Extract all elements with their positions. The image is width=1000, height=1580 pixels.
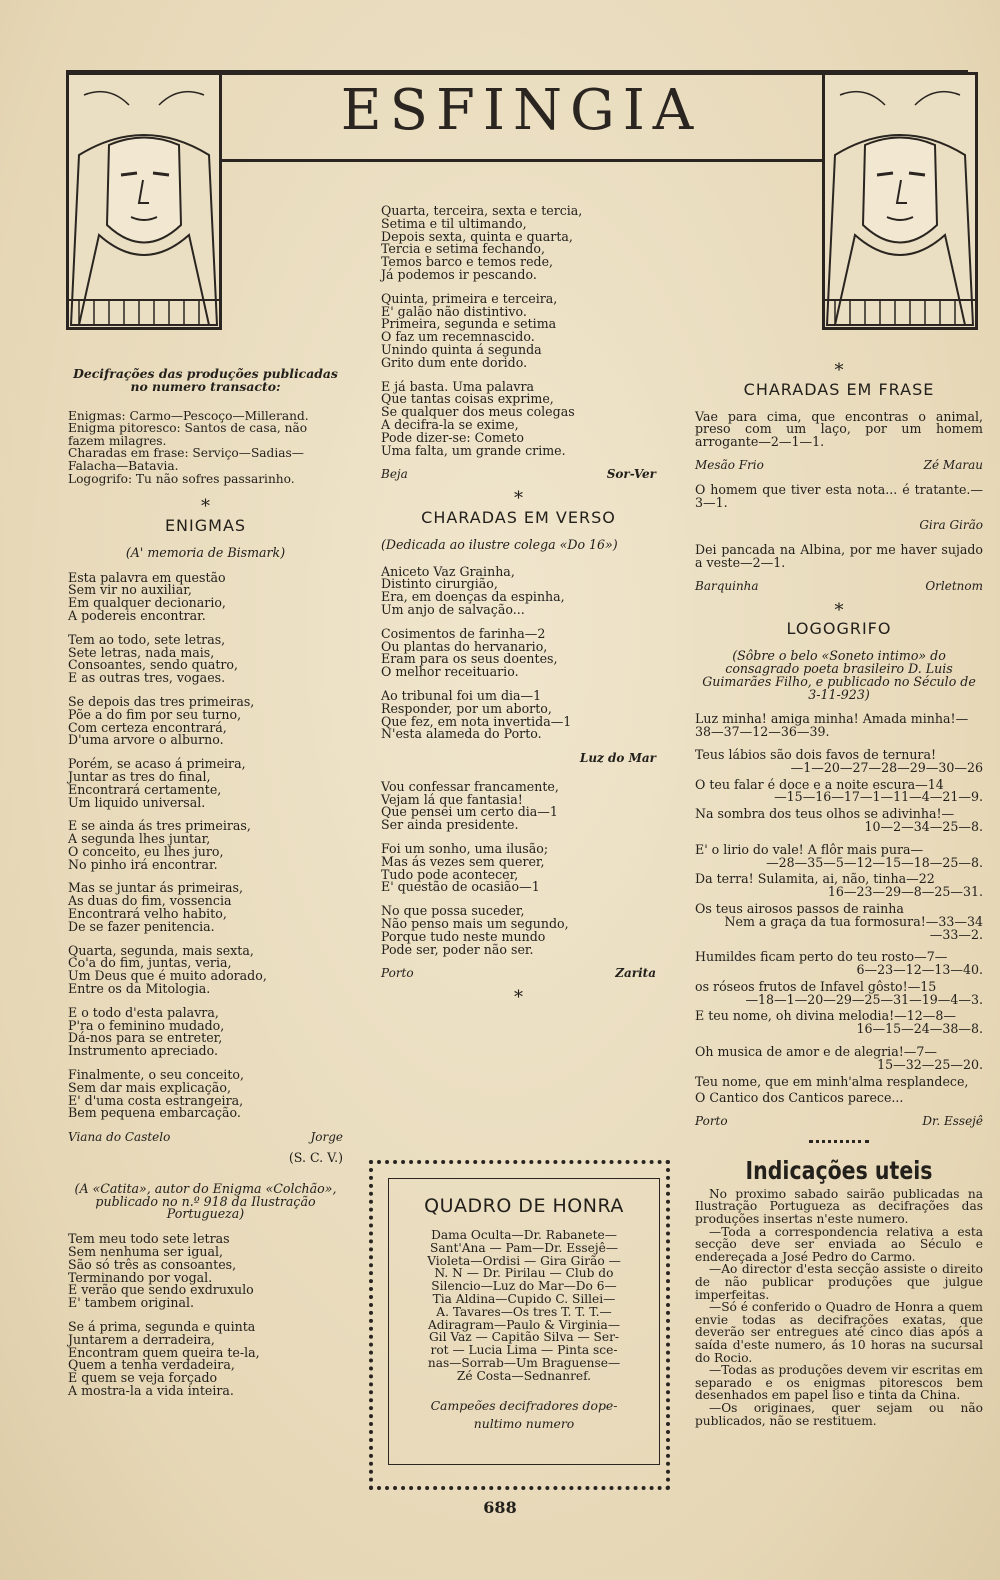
poem-line: Humildes ficam perto do teu rosto—7— xyxy=(695,949,948,965)
stanza xyxy=(68,569,343,623)
poem-line: Da terra! Sulamita, ai, não, tinha—22 xyxy=(695,871,935,887)
poem-line: E as outras tres, vogaes. xyxy=(68,670,226,686)
poem-line: O Cantico dos Canticos parece... xyxy=(695,1090,904,1106)
poem-line: No que possa suceder, xyxy=(381,903,525,919)
poem-line: O faz um recemnascido. xyxy=(381,329,535,345)
poem-line: De se fazer penitencia. xyxy=(68,918,215,934)
stanza xyxy=(381,843,656,894)
poem-line: Juntar as tres do final, xyxy=(68,768,211,784)
poem-line: Juntarem a derradeira, xyxy=(68,1331,215,1347)
logogrifo-verse xyxy=(695,1010,983,1036)
logogrifo-verse xyxy=(695,746,983,775)
poem-line: Um Deus que é muito adorado, xyxy=(68,968,267,984)
poem-line: Eram para os seus doentes, xyxy=(381,651,558,667)
poem-line: Sem vir no auxiliar, xyxy=(68,582,192,598)
left-column xyxy=(68,368,343,1409)
poem-line: Dá-nos para se entreter, xyxy=(68,1030,223,1046)
poem-line: A segunda lhes juntar, xyxy=(68,831,211,847)
quadro-line: Dama Oculta—Dr. Rabanete— xyxy=(431,1228,617,1242)
poem-line: E' tambem original. xyxy=(68,1295,194,1311)
poem-line: Encontrará velho habito, xyxy=(68,906,227,922)
stanza xyxy=(68,631,343,686)
indicacao-paragraph: —Ao director d'esta secção assiste o direito de não publicar produções que julgue imperfeitas. xyxy=(695,1262,983,1302)
indicacoes-heading: Indicações uteis xyxy=(745,1156,933,1186)
stanza xyxy=(381,563,656,617)
poem-line: Encontrará certamente, xyxy=(68,781,222,797)
verso2-signature: Porto Zarita xyxy=(381,966,656,981)
poem-line: Um liquido universal. xyxy=(68,794,206,810)
poem-line: Os teus airosos passos de rainha xyxy=(695,900,904,916)
poem-line: Ser ainda presidente. xyxy=(381,817,519,833)
enigmas-heading: ENIGMAS xyxy=(164,515,247,535)
logogrifo-verse xyxy=(695,1046,983,1072)
poem-line: Pode dizer-se: Cometo xyxy=(381,429,524,445)
poem-line: os róseos frutos de Infavel gôsto!—15 xyxy=(695,978,937,994)
poem-line: Que tantas coisas exprime, xyxy=(381,391,554,407)
frase1-signature: Mesão Frio Zé Marau xyxy=(695,457,983,472)
poem-line: Temos barco e temos rede, xyxy=(381,254,554,270)
poem-line: O teu falar é doce e a noite escura—14 xyxy=(695,776,944,792)
separator-star: * xyxy=(201,496,210,518)
quadro-heading: QUADRO DE HONRA xyxy=(424,1195,624,1217)
poem-line: Entre os da Mitologia. xyxy=(68,981,211,997)
poem-line: No pinho irá encontrar. xyxy=(68,856,218,872)
indicacoes-list xyxy=(695,1188,983,1427)
poem-line: E já basta. Uma palavra xyxy=(381,378,535,394)
logogrifo-poem xyxy=(695,713,983,1105)
stanza xyxy=(68,1069,343,1120)
enigma1-dedication: (A' memoria de Bismark) xyxy=(125,544,286,560)
logogrifo-verse xyxy=(695,873,983,899)
logogrifo-verse xyxy=(695,900,983,942)
quadro-line: Sant'Ana — Pam—Dr. Essejê— xyxy=(429,1240,619,1255)
frase1-text: Vae para cima, que encontras o animal, preso com um laço, por um homem arrogante—2—1—1. xyxy=(695,408,983,450)
indicacao-paragraph: —Toda a correspondencia relativa a esta secção deve ser enviada ao Século e endereçada a José Pedro do Carmo. xyxy=(695,1224,983,1264)
poem-line: Mas se juntar ás primeiras, xyxy=(68,880,244,896)
poem-line: Sete letras, nada mais, xyxy=(68,644,215,660)
poem-line: Vejam lá que fantasia! xyxy=(381,791,523,807)
poem-line: Põe a do fim por seu turno, xyxy=(68,706,242,722)
divider-dots xyxy=(809,1140,869,1143)
poem-line: Não penso mais um segundo, xyxy=(381,916,569,932)
poem-line: Uma falta, um grande crime. xyxy=(381,442,566,458)
poem-line: Que pensei um certo dia—1 xyxy=(381,804,558,820)
poem-line: P'ra o feminino mudado, xyxy=(68,1017,225,1033)
right-column xyxy=(695,360,983,1428)
poem-line: D'uma arvore o alburno. xyxy=(68,732,224,748)
poem-line: Tem ao todo, sete letras, xyxy=(68,631,226,647)
poem-line: A mostra-la a vida inteira. xyxy=(68,1382,234,1398)
quadro-line: Gil Vaz — Capitão Silva — Ser- xyxy=(428,1330,620,1345)
poem-line: Um anjo de salvação... xyxy=(381,601,525,617)
quadro-line: Zé Costa—Sednanref. xyxy=(456,1368,592,1383)
poem-line: Na sombra dos teus olhos se adivinha!— xyxy=(695,806,955,822)
quadro-names xyxy=(395,1229,653,1383)
poem-line: 6—23—12—13—40. xyxy=(856,962,983,978)
poem-line: A podereis encontrar. xyxy=(68,607,206,623)
poem-line: Encontram quem queira te-la, xyxy=(68,1344,260,1360)
top-poem xyxy=(381,205,656,457)
stanza xyxy=(381,625,656,680)
poem-line: E' galão não distintivo. xyxy=(381,303,527,319)
poem-line: Quem a tenha verdadeira, xyxy=(68,1357,235,1373)
poem-line: Quarta, segunda, mais sexta, xyxy=(68,942,254,958)
poem-line: Sem dar mais explicação, xyxy=(68,1079,231,1095)
poem-line: Foi um sonho, uma ilusão; xyxy=(381,841,549,857)
poem-line: Unindo quinta á segunda xyxy=(381,341,542,357)
poem-line: 15—32—25—20. xyxy=(877,1056,983,1072)
quadro-de-honra xyxy=(388,1178,660,1465)
poem-line: Que fez, em nota invertida—1 xyxy=(381,713,572,729)
quadro-line: rot — Lucia Lima — Pinta sce- xyxy=(430,1343,618,1358)
poem-line: Vou confessar francamente, xyxy=(381,778,559,794)
poem-line: Grito dum ente dorido. xyxy=(381,354,528,370)
poem-line: Pode ser, poder não ser. xyxy=(381,941,534,957)
enigma1-signature: Viana do Castelo Jorge xyxy=(68,1130,343,1145)
enigma2-poem xyxy=(68,1233,343,1398)
poem-line: E' d'uma costa estrangeira, xyxy=(68,1092,244,1108)
poem-line: —28—35—5—12—15—18—25—8. xyxy=(766,854,983,870)
stanza xyxy=(68,820,343,871)
poem-line: Era, em doenças da espinha, xyxy=(381,589,565,605)
charadas-dedication: (Dedicada ao ilustre colega «Do 16») xyxy=(381,536,618,552)
poem-line: Oh musica de amor e de alegria!—7— xyxy=(695,1044,937,1060)
poem-line: Bem pequena embarcação. xyxy=(68,1105,241,1121)
stanza xyxy=(68,1233,343,1310)
logogrifo-heading: LOGOGRIFO xyxy=(786,619,892,639)
indicacao-paragraph: —Só é conferido o Quadro de Honra a quem envie todas as decifrações exatas, que deverão ser entregues até cinco dias após a saída d'este numero, ás 10 horas na sucursal do Rocio. xyxy=(695,1300,983,1365)
poem-line: Tudo pode acontecer, xyxy=(381,866,519,882)
poem-line: —15—16—17—1—11—4—21—9. xyxy=(774,789,983,805)
top-poem-signature: Beja Sor-Ver xyxy=(381,467,656,482)
indicacao-paragraph: —Todas as produções devem vir escritas em separado e os enigmas pitorescos bem desenhados em papel liso e tinta da China. xyxy=(695,1363,983,1403)
poem-line: E' questão de ocasião—1 xyxy=(381,879,540,895)
poem-line: E' o lirio do vale! A flôr mais pura— xyxy=(695,841,924,857)
quadro-line: Silencio—Luz do Mar—Do 6— xyxy=(431,1279,617,1294)
indicacao-paragraph: —Os originaes, quer sejam ou não publicados, não se restituem. xyxy=(695,1400,983,1428)
poem-line: Distinto cirurgião, xyxy=(381,576,498,592)
poem-line: Luz minha! amiga minha! Amada minha!—38—37—12—36—39. xyxy=(695,711,969,740)
poem-line: Se depois das tres primeiras, xyxy=(68,693,255,709)
poem-line: N'esta alameda do Porto. xyxy=(381,726,542,742)
poem-line: Tercia e setima fechando, xyxy=(381,241,545,257)
poem-line: Teus lábios são dois favos de ternura! xyxy=(695,746,937,762)
decifracoes-title: Decifrações das produções publicadas no numero transacto: xyxy=(73,366,338,394)
stanza xyxy=(68,882,343,933)
poem-line: As duas do fim, vossencia xyxy=(68,893,232,909)
decifracoes-list: Enigmas: Carmo—Pescoço—Millerand. Enigma pitoresco: Santos de casa, não fazem milagres. Charadas em frase: Serviço—Sadias—Falacha—Batavia. Logogrifo: Tu não sofres passarinho. xyxy=(68,408,309,486)
enigma2-dedication: (A «Catita», autor do Enigma «Colchão», publicado no n.º 918 da Ilustração Portugueza) xyxy=(74,1180,337,1222)
poem-line: Instrumento apreciado. xyxy=(68,1043,218,1059)
poem-line: Quarta, terceira, sexta e tercia, xyxy=(381,203,583,218)
logogrifo-verse xyxy=(695,808,983,834)
logogrifo-verse xyxy=(695,951,983,977)
stanza xyxy=(381,378,656,458)
middle-column xyxy=(381,205,656,1011)
poem-line: —33—2. xyxy=(929,926,983,942)
quadro-line: Adiragram—Paulo & Virginia— xyxy=(427,1317,621,1332)
poem-line: E se ainda ás tres primeiras, xyxy=(68,818,251,834)
poem-line: Setima e til ultimando, xyxy=(381,215,527,231)
separator-star: * xyxy=(514,488,523,510)
poem-line: Terminando por vogal. xyxy=(68,1269,213,1285)
logogrifo-dedication: (Sôbre o belo «Soneto intimo» do consagrado poeta brasileiro D. Luis Guimarães Filho, e publicado no Século de 3-11-923) xyxy=(702,648,976,702)
poem-line: Em qualquer decionario, xyxy=(68,595,226,611)
frase2-text: O homem que tiver esta nota... é tratante.—3—1. xyxy=(695,481,983,510)
separator-star: * xyxy=(834,599,844,621)
poem-line: Consoantes, sendo quatro, xyxy=(68,657,238,673)
stanza xyxy=(381,778,656,833)
poem-line: Já podemos ir pescando. xyxy=(381,266,537,282)
poem-line: Responder, por um aborto, xyxy=(381,700,552,716)
poem-line: Teu nome, que em minh'alma resplandece, xyxy=(695,1073,969,1089)
poem-line: E verão que sendo exdruxulo xyxy=(68,1282,254,1298)
poem-line: O conceito, eu lhes juro, xyxy=(68,843,224,859)
poem-line: Aniceto Vaz Grainha, xyxy=(381,563,515,579)
poem-line: Se á prima, segunda e quinta xyxy=(68,1319,256,1334)
verso2-poem xyxy=(381,778,656,957)
poem-line: Com certeza encontrará, xyxy=(68,719,227,735)
poem-line: Mas ás vezes sem querer, xyxy=(381,853,545,869)
logogrifo-verse xyxy=(695,978,983,1007)
sphinx-illustration-right xyxy=(822,72,978,330)
poem-line: São só três as consoantes, xyxy=(68,1256,237,1272)
poem-line: Sem nenhuma ser igual, xyxy=(68,1244,224,1260)
logogrifo-verse xyxy=(695,1073,983,1089)
stanza xyxy=(68,1321,343,1398)
enigma1-poem xyxy=(68,569,343,1121)
poem-line: A decifra-la se exime, xyxy=(381,416,519,432)
quadro-line: N. N — Dr. Pirilau — Club do xyxy=(434,1266,614,1281)
poem-line: 16—15—24—38—8. xyxy=(856,1021,983,1037)
separator-star: * xyxy=(834,360,844,381)
quadro-footer: Campeões decifradores dope- nultimo numero xyxy=(430,1397,618,1431)
logogrifo-verse xyxy=(695,841,983,870)
poem-line: E quem se veja forçado xyxy=(68,1370,218,1386)
verso1-signature: Luz do Mar xyxy=(579,751,656,766)
section-title: ESFINGIA xyxy=(340,78,702,143)
logogrifo-verse xyxy=(695,713,983,739)
quadro-line: Tia Aldina—Cupido C. Sillei— xyxy=(432,1291,616,1306)
stanza xyxy=(381,205,656,282)
poem-line: Depois sexta, quinta e quarta, xyxy=(381,228,573,244)
stanza xyxy=(68,1004,343,1059)
poem-line: O melhor receituario. xyxy=(381,664,519,680)
poem-line: Se qualquer dos meus colegas xyxy=(381,404,575,420)
poem-line: 10—2—34—25—8. xyxy=(864,818,983,834)
enigma1-signature-extra: (S. C. V.) xyxy=(288,1150,343,1166)
stanza xyxy=(381,687,656,742)
charadas-frase-heading: CHARADAS EM FRASE xyxy=(743,379,935,399)
sphinx-illustration-left xyxy=(66,72,222,330)
stanza xyxy=(68,758,343,809)
poem-line: Tem meu todo sete letras xyxy=(68,1231,230,1247)
quadro-line: Violeta—Ordisi — Gira Girão — xyxy=(427,1253,621,1268)
logogrifo-signature: Porto Dr. Essejê xyxy=(695,1114,983,1129)
stanza xyxy=(381,290,656,370)
quadro-line: A. Tavares—Os tres T. T. T.— xyxy=(436,1304,612,1319)
poem-line: Co'a do fim, juntas, veria, xyxy=(68,955,232,971)
stanza xyxy=(68,942,343,997)
separator-star: * xyxy=(514,987,523,1009)
indicacao-paragraph: No proximo sabado sairão publicadas na Ilustração Portugueza as decifrações das produções insertas n'este numero. xyxy=(695,1186,983,1227)
charadas-verso-heading: CHARADAS EM VERSO xyxy=(421,507,616,527)
logogrifo-verse xyxy=(695,776,983,805)
poem-line: Porém, se acaso á primeira, xyxy=(68,756,246,772)
logogrifo-verse xyxy=(695,1092,983,1105)
poem-line: Nem a graça da tua formosura!—33—34 xyxy=(724,913,983,929)
poem-line: Porque tudo neste mundo xyxy=(381,928,546,944)
poem-line: Ou plantas do hervanario, xyxy=(381,638,548,654)
poem-line: E o todo d'esta palavra, xyxy=(68,1004,219,1020)
poem-line: Esta palavra em questão xyxy=(68,569,226,585)
stanza xyxy=(381,905,656,956)
frase3-text: Dei pancada na Albina, por me haver sujado a veste—2—1. xyxy=(695,542,983,570)
poem-line: Ao tribunal foi um dia—1 xyxy=(381,687,542,703)
frase3-signature: Barquinha Orletnom xyxy=(695,578,983,593)
frase2-signature: Gira Girão xyxy=(919,518,983,533)
poem-line: E teu nome, oh divina melodia!—12—8— xyxy=(695,1008,956,1024)
poem-line: Primeira, segunda e setima xyxy=(381,316,557,332)
page-number: 688 xyxy=(483,1498,517,1517)
poem-line: Cosimentos de farinha—2 xyxy=(381,625,546,641)
verso1-poem xyxy=(381,563,656,742)
poem-line: Finalmente, o seu conceito, xyxy=(68,1067,244,1083)
stanza xyxy=(68,693,343,748)
poem-line: Quinta, primeira e terceira, xyxy=(381,290,558,306)
poem-line: 16—23—29—8—25—31. xyxy=(827,884,983,900)
quadro-line: nas—Sorrab—Um Braguense— xyxy=(427,1355,621,1370)
poem-line: —18—1—20—29—25—31—19—4—3. xyxy=(745,991,983,1007)
poem-line: —1—20—27—28—29—30—26 xyxy=(790,759,983,775)
